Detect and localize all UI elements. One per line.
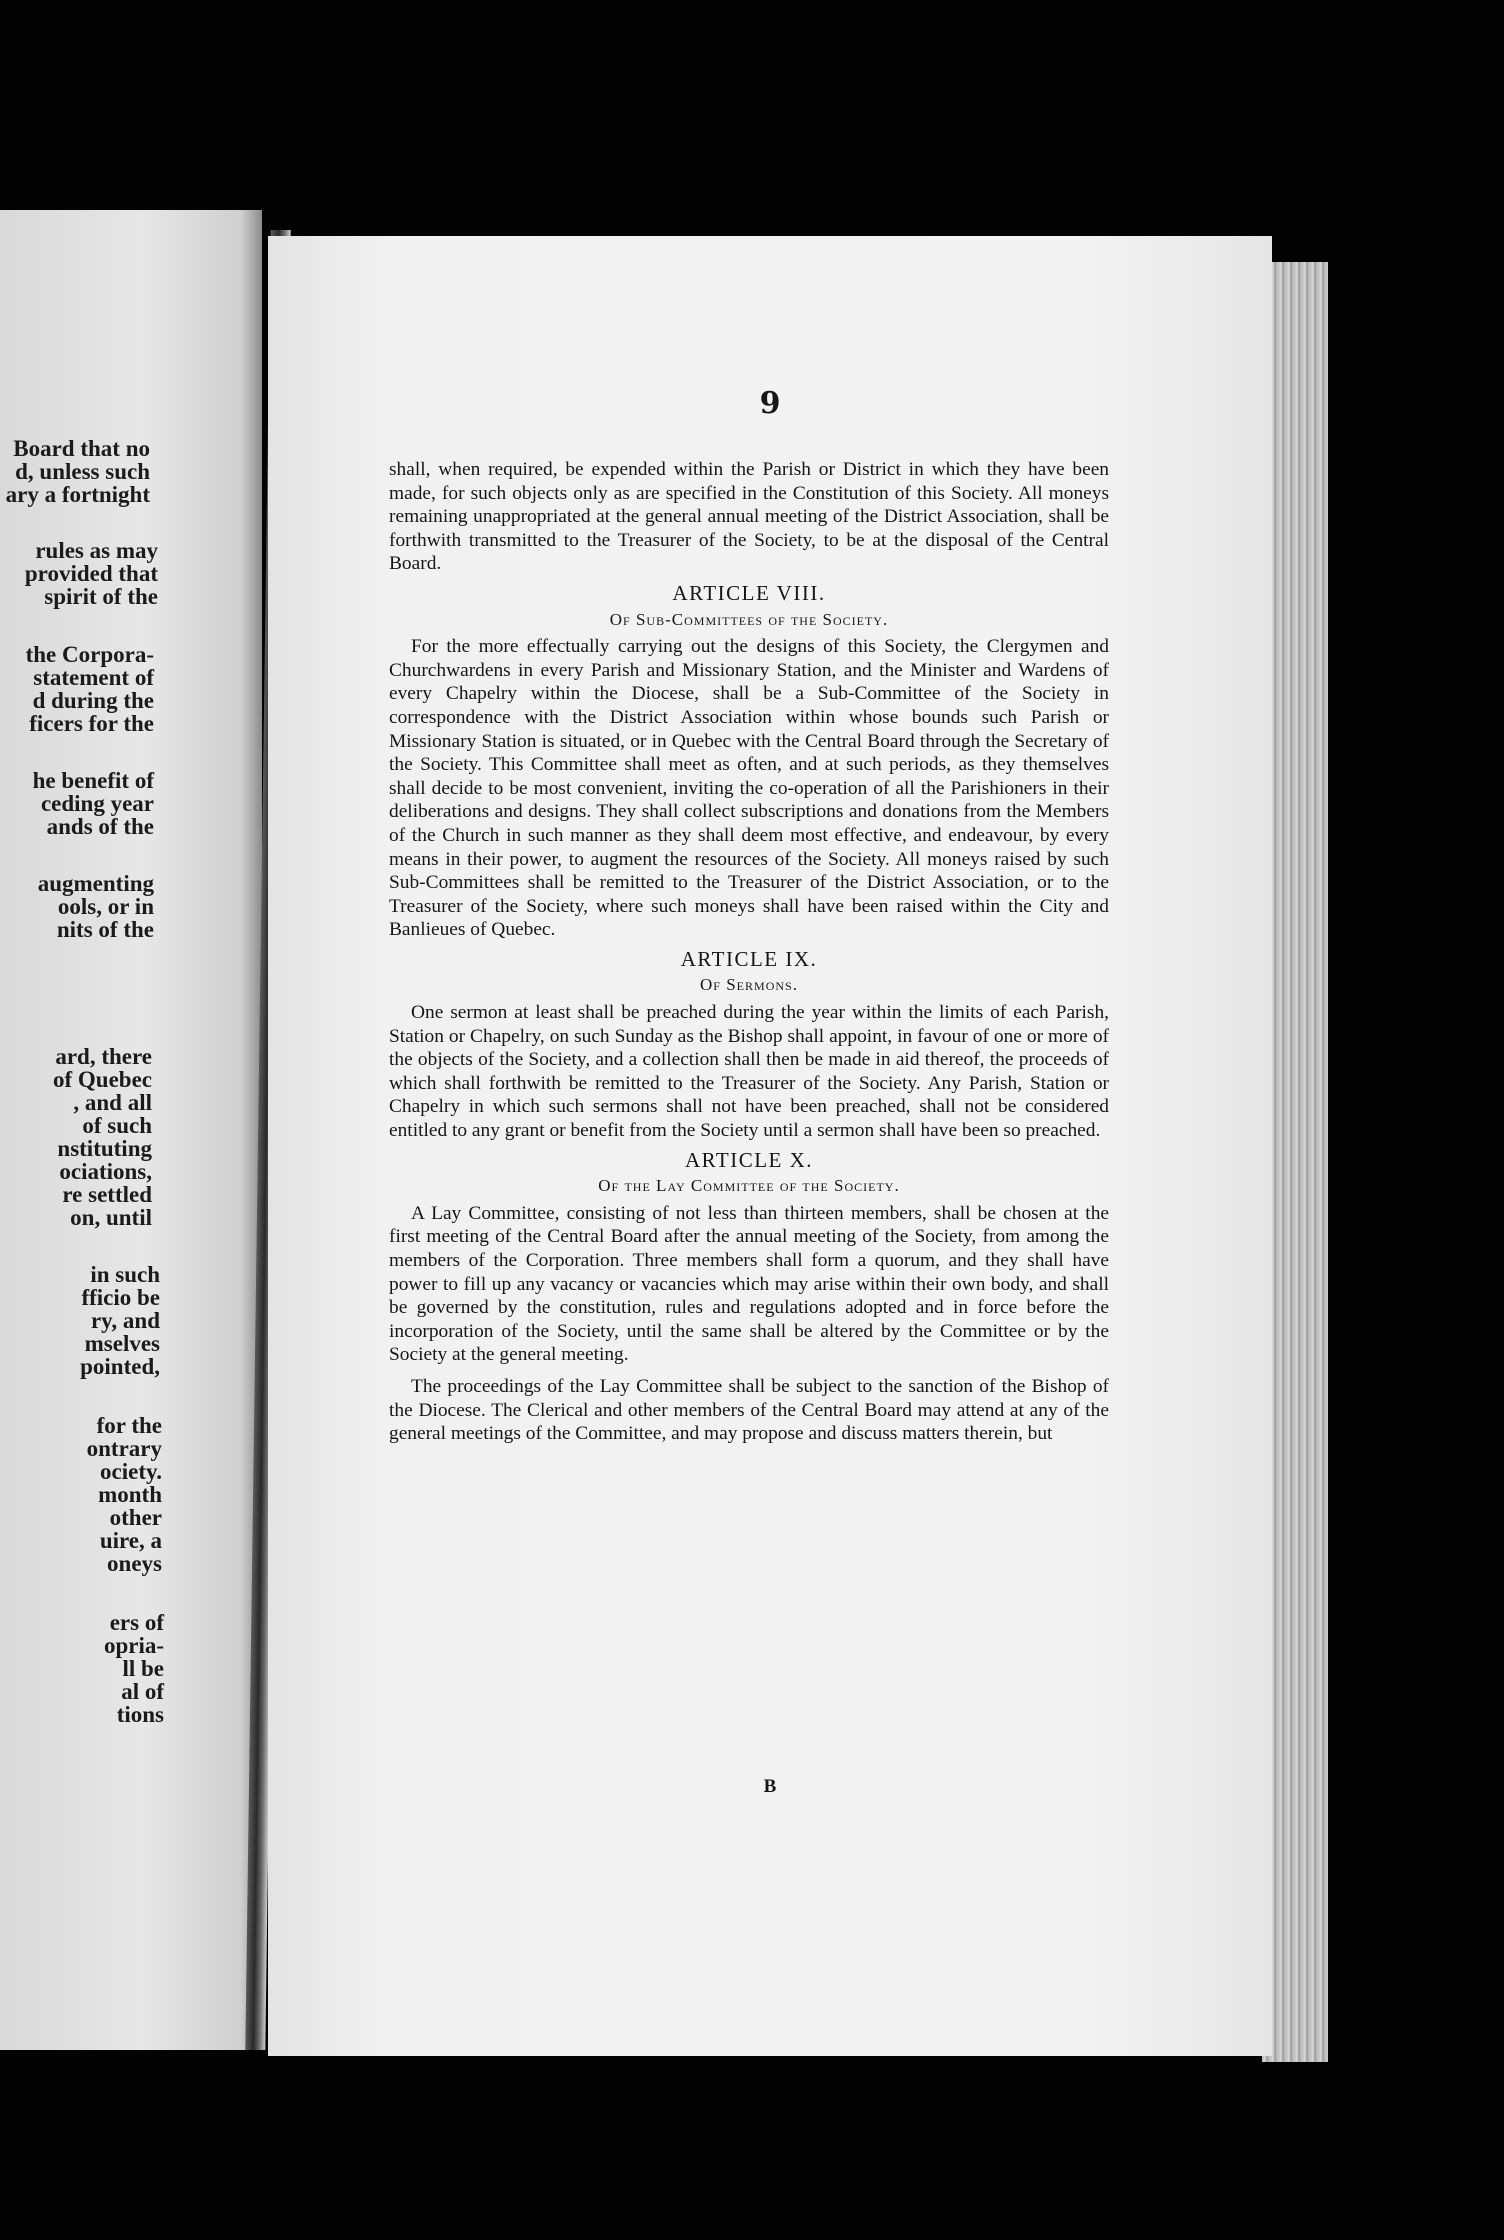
facing-page-fragment: ools, or in — [57, 894, 154, 919]
facing-page-fragment: ceding year — [40, 791, 154, 816]
facing-page-fragment: ands of the — [46, 814, 154, 839]
facing-page-fragment: he benefit of — [32, 768, 154, 793]
facing-page-fragment: nits of the — [56, 917, 154, 942]
facing-page-fragment: augmenting — [37, 871, 154, 896]
facing-page-fragment: , and all — [73, 1090, 152, 1115]
facing-page-fragment: ociations, — [59, 1159, 152, 1184]
facing-page-fragment: ry, and — [90, 1308, 160, 1333]
facing-page-fragment: al of — [121, 1679, 164, 1704]
page-number: 9 — [759, 386, 781, 421]
facing-page-fragment: spirit of the — [44, 584, 158, 609]
facing-page-fragment: for the — [96, 1413, 162, 1438]
article-8-heading: ARTICLE VIII. — [672, 580, 826, 605]
facing-page-fragment: ficers for the — [29, 711, 154, 736]
article-10-subheading: Of the Lay Committee of the Society. — [598, 1176, 900, 1196]
facing-page-fragment: month — [98, 1482, 162, 1507]
page-body — [389, 458, 1109, 1446]
main-page — [268, 236, 1272, 2056]
facing-page-fragment: ontrary — [86, 1436, 162, 1461]
facing-page — [0, 210, 262, 2050]
article-8-subheading: Of Sub-Committees of the Society. — [609, 609, 889, 629]
facing-page-fragment: uire, a — [99, 1528, 162, 1553]
facing-page-fragment: fficio be — [81, 1285, 160, 1310]
article-9-heading: ARTICLE IX. — [680, 946, 818, 971]
facing-page-fragment: re settled — [62, 1182, 152, 1207]
opening-paragraph: shall, when required, be expended within the Parish or District in which they have been made, for such objects only as are specified in the Constitution of this Society. All moneys remaining unappropriated at the general annual meeting of the District Association, shall be forthwith transmitted to the Treasurer of the Society, to be at the disposal of the Central Board. — [389, 459, 1109, 575]
facing-page-fragment: pointed, — [80, 1354, 160, 1379]
facing-page-fragment: d during the — [32, 688, 154, 713]
facing-page-fragment: in such — [90, 1262, 160, 1287]
article-10-heading: ARTICLE X. — [684, 1147, 814, 1172]
facing-page-fragment: ll be — [122, 1656, 164, 1681]
facing-page-fragment: ary a fortnight — [5, 482, 150, 507]
facing-page-fragment: ers of — [109, 1610, 164, 1635]
facing-page-fragment: d, unless such — [15, 459, 150, 484]
facing-page-fragment: the Corpora- — [25, 642, 154, 667]
signature-mark: B — [763, 1776, 777, 1797]
facing-page-fragment: provided that — [24, 561, 158, 586]
facing-page-fragment: ociety. — [100, 1459, 162, 1484]
facing-page-fragment: other — [109, 1505, 162, 1530]
facing-page-fragment: statement of — [33, 665, 154, 690]
facing-page-fragment: on, until — [70, 1205, 152, 1230]
facing-page-fragment: rules as may — [35, 538, 158, 563]
facing-page-fragment: opria- — [103, 1633, 164, 1658]
article-10-body-2: The proceedings of the Lay Committee shall be subject to the sanction of the Bishop of the Diocese. The Clerical and other members of the Central Board may attend at any of the general meetings of the Committee, and may propose and discuss matters therein, but — [389, 1375, 1109, 1445]
article-10-body-1: A Lay Committee, consisting of not less than thirteen members, shall be chosen at the first meeting of the Central Board after the annual meeting of the Society, from among the members of the Corporation. Three members shall form a quorum, and they shall have power to fill up any vacancy or vacancies which may arise within their own body, and shall be governed by the constitution, rules and regulations adopted and in force before the incorporation of the Society, until the same shall be altered by the Committee or by the Society at the general meeting. — [389, 1202, 1109, 1366]
facing-page-fragment: mselves — [84, 1331, 160, 1356]
facing-page-fragment: nstituting — [57, 1136, 152, 1161]
facing-page-fragment: of Quebec — [52, 1067, 152, 1092]
facing-page-fragment: tions — [116, 1702, 164, 1727]
facing-page-fragment: ard, there — [55, 1044, 152, 1069]
facing-page-fragment: oneys — [107, 1551, 162, 1576]
facing-page-fragment: of such — [82, 1113, 152, 1138]
article-9-body: One sermon at least shall be preached during the year within the limits of each Parish, Station or Chapelry, on such Sunday as the Bishop shall appoint, in favour of one or more of the objects of the Society, and a collection shall then be made in aid thereof, the proceeds of which shall forthwith be remitted to the Treasurer of the Society. Any Parish, Station or Chapelry in which such sermons shall not have been preached, shall not be considered entitled to any grant or benefit from the Society until a sermon shall have been so preached. — [389, 1002, 1109, 1142]
article-8-body: For the more effectually carrying out the designs of this Society, the Clergymen and Churchwardens in every Parish and Missionary Station, and the Minister and Wardens of every Chapelry within the Diocese, shall be a Sub-Committee of the Society in correspondence with the District Association within whose bounds such Parish or Missionary Station is situated, or in Quebec with the Central Board through the Secretary of the Society. This Committee shall meet as often, and at such periods, as they themselves shall decide to be most convenient, inviting the co-operation of all the Parishioners in their deliberations and designs. They shall collect subscriptions and donations from the Members of the Church in such manner as they shall deem most effective, and endeavour, by every means in their power, to augment the resources of the Society. All moneys raised by such Sub-Committees shall be remitted to the Treasurer of the District Association, or to the Treasurer of the Society, where such moneys shall have been raised within the City and Banlieues of Quebec. — [389, 636, 1109, 941]
article-9-subheading: Of Sermons. — [700, 975, 798, 995]
facing-page-fragment: Board that no — [13, 436, 150, 461]
